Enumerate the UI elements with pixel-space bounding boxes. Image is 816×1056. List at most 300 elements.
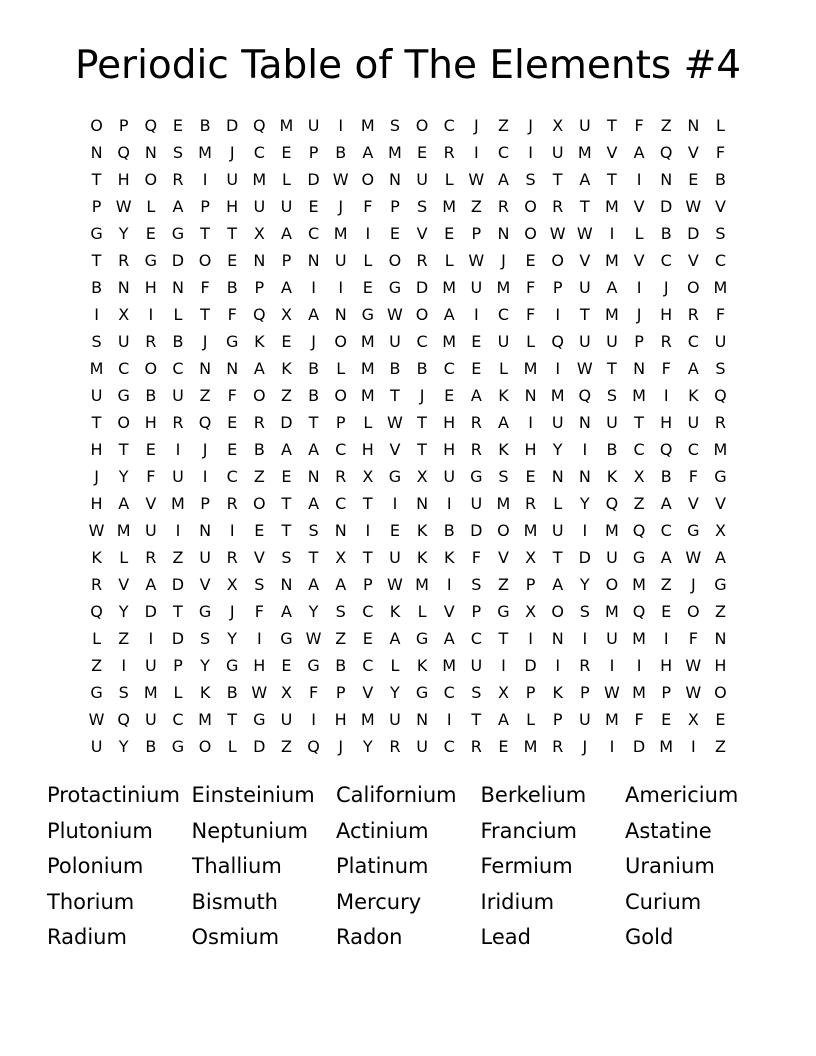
- grid-letter: D: [171, 575, 185, 594]
- grid-letter: E: [471, 332, 482, 351]
- grid-letter: W: [576, 359, 593, 378]
- grid-row: [83, 598, 734, 625]
- grid-letter: N: [687, 116, 700, 135]
- grid-letter: J: [582, 737, 588, 756]
- grid-letter: G: [714, 467, 727, 486]
- grid-letter: I: [175, 440, 181, 459]
- grid-letter: U: [606, 548, 618, 567]
- grid-letter: N: [416, 494, 429, 513]
- grid-row: [83, 652, 734, 679]
- grid-letter: J: [311, 332, 316, 351]
- grid-letter: A: [308, 440, 320, 459]
- grid-letter: R: [253, 413, 265, 432]
- grid-letter: P: [552, 278, 563, 297]
- grid-letter: B: [145, 737, 157, 756]
- grid-letter: Z: [335, 629, 347, 648]
- word-list-item: Protactinium: [47, 783, 180, 807]
- grid-letter: U: [551, 413, 564, 432]
- grid-letter: L: [390, 656, 400, 675]
- grid-letter: N: [90, 143, 103, 162]
- grid-letter: N: [307, 251, 320, 270]
- word-list-row: [47, 920, 777, 956]
- grid-letter: U: [117, 332, 130, 351]
- word-list-item: Polonium: [47, 854, 144, 879]
- grid-letter: J: [473, 116, 479, 135]
- grid-letter: M: [442, 197, 457, 216]
- grid-letter: A: [308, 575, 320, 594]
- grid-letter: D: [253, 737, 266, 756]
- grid-letter: E: [471, 359, 482, 378]
- grid-letter: A: [389, 629, 401, 648]
- grid-letter: E: [362, 278, 373, 297]
- grid-letter: X: [280, 305, 292, 324]
- grid-letter: Z: [660, 116, 672, 135]
- grid-letter: A: [118, 494, 130, 513]
- grid-letter: A: [497, 170, 509, 189]
- grid-letter: M: [360, 359, 375, 378]
- grid-letter: Y: [579, 494, 590, 513]
- grid-letter: D: [171, 251, 185, 270]
- grid-letter: G: [415, 683, 429, 702]
- grid-letter: T: [281, 494, 292, 513]
- grid-letter: C: [172, 710, 184, 729]
- grid-letter: F: [227, 386, 237, 405]
- grid-letter: T: [417, 440, 427, 459]
- grid-letter: E: [281, 467, 292, 486]
- grid-letter: R: [660, 332, 672, 351]
- grid-letter: C: [497, 305, 510, 324]
- grid-letter: G: [225, 656, 239, 675]
- grid-letter: S: [579, 602, 590, 621]
- grid-letter: T: [91, 251, 102, 270]
- grid-letter: I: [365, 521, 371, 540]
- grid-letter: T: [362, 548, 373, 567]
- grid-letter: M: [442, 656, 457, 675]
- grid-letter: E: [498, 737, 509, 756]
- grid-letter: M: [360, 710, 375, 729]
- grid-letter: I: [582, 521, 588, 540]
- grid-letter: U: [606, 413, 618, 432]
- grid-letter: A: [660, 494, 672, 513]
- grid-letter: K: [498, 440, 509, 459]
- grid-letter: T: [200, 305, 210, 324]
- grid-letter: U: [389, 332, 401, 351]
- grid-letter: V: [118, 575, 130, 594]
- grid-letter: E: [145, 440, 156, 459]
- letter-grid: [83, 112, 734, 760]
- grid-letter: U: [416, 170, 428, 189]
- grid-letter: M: [360, 116, 375, 135]
- grid-letter: A: [335, 575, 347, 594]
- grid-letter: S: [389, 116, 401, 135]
- grid-letter: V: [416, 224, 428, 243]
- word-list-item: Berkelium: [480, 783, 587, 807]
- grid-row: [83, 139, 734, 166]
- grid-letter: Z: [118, 629, 130, 648]
- grid-row: [83, 193, 734, 220]
- word-list-item: Mercury: [336, 889, 422, 914]
- grid-letter: S: [498, 467, 509, 486]
- grid-letter: G: [171, 737, 185, 756]
- grid-letter: M: [523, 737, 538, 756]
- grid-letter: B: [714, 170, 726, 189]
- grid-letter: P: [471, 224, 482, 243]
- grid-letter: G: [687, 521, 700, 540]
- grid-letter: S: [118, 683, 129, 702]
- word-list-row: [47, 778, 777, 814]
- grid-letter: V: [497, 548, 509, 567]
- grid-letter: T: [471, 710, 482, 729]
- grid-row: [83, 517, 734, 544]
- grid-letter: N: [416, 710, 429, 729]
- grid-row: [83, 679, 734, 706]
- grid-letter: D: [470, 521, 483, 540]
- grid-letter: T: [118, 440, 129, 459]
- grid-letter: R: [552, 197, 564, 216]
- grid-letter: M: [605, 602, 619, 621]
- grid-letter: T: [579, 197, 590, 216]
- grid-letter: N: [578, 413, 591, 432]
- grid-letter: I: [690, 737, 696, 756]
- grid-letter: L: [281, 170, 291, 189]
- grid-letter: K: [552, 683, 563, 702]
- grid-letter: V: [145, 494, 157, 513]
- grid-letter: U: [470, 494, 483, 513]
- grid-letter: L: [444, 170, 454, 189]
- grid-letter: T: [579, 305, 590, 324]
- grid-letter: M: [279, 116, 294, 135]
- grid-letter: R: [497, 197, 509, 216]
- grid-letter: Q: [659, 143, 673, 162]
- grid-letter: P: [579, 683, 590, 702]
- grid-letter: W: [387, 413, 403, 432]
- grid-letter: C: [307, 224, 320, 243]
- grid-letter: F: [146, 467, 156, 486]
- grid-letter: B: [416, 359, 428, 378]
- grid-letter: U: [416, 737, 428, 756]
- grid-letter: I: [473, 305, 479, 324]
- grid-letter: C: [443, 359, 455, 378]
- grid-letter: H: [524, 440, 537, 459]
- grid-letter: B: [308, 386, 320, 405]
- grid-letter: F: [525, 278, 536, 297]
- grid-letter: J: [338, 737, 344, 756]
- grid-letter: T: [634, 413, 644, 432]
- grid-letter: W: [88, 710, 105, 729]
- grid-letter: M: [632, 386, 646, 405]
- grid-letter: Z: [199, 386, 211, 405]
- grid-letter: M: [415, 575, 429, 594]
- grid-letter: G: [361, 305, 375, 324]
- grid-row: [83, 220, 734, 247]
- grid-letter: Z: [470, 197, 482, 216]
- grid-letter: N: [280, 575, 293, 594]
- grid-letter: E: [661, 602, 672, 621]
- grid-letter: U: [172, 467, 184, 486]
- grid-letter: N: [388, 170, 401, 189]
- word-list-row: [47, 849, 777, 885]
- grid-letter: U: [144, 710, 157, 729]
- grid-letter: J: [94, 467, 99, 486]
- grid-letter: P: [525, 683, 536, 702]
- grid-letter: P: [308, 143, 319, 162]
- grid-letter: B: [606, 440, 618, 459]
- grid-letter: M: [333, 224, 348, 243]
- grid-letter: R: [172, 170, 184, 189]
- word-list-item: Uranium: [625, 854, 715, 879]
- grid-letter: F: [688, 467, 698, 486]
- grid-letter: Y: [362, 737, 373, 756]
- grid-row: [83, 355, 734, 382]
- grid-letter: X: [280, 683, 292, 702]
- grid-letter: V: [199, 575, 211, 594]
- grid-letter: G: [90, 224, 103, 243]
- grid-letter: M: [577, 143, 592, 162]
- grid-letter: W: [685, 548, 702, 567]
- grid-letter: L: [363, 413, 373, 432]
- grid-letter: I: [446, 494, 452, 513]
- grid-letter: U: [578, 278, 591, 297]
- grid-letter: S: [471, 683, 482, 702]
- grid-letter: N: [578, 467, 591, 486]
- word-list-item: Bismuth: [191, 889, 278, 914]
- grid-letter: L: [119, 548, 129, 567]
- grid-letter: U: [389, 548, 401, 567]
- grid-letter: I: [501, 656, 506, 675]
- grid-letter: I: [582, 629, 588, 648]
- grid-letter: C: [497, 143, 510, 162]
- grid-letter: Y: [118, 467, 129, 486]
- grid-letter: U: [307, 116, 320, 135]
- grid-letter: V: [687, 494, 699, 513]
- grid-letter: P: [525, 575, 536, 594]
- grid-letter: L: [173, 305, 183, 324]
- grid-letter: Z: [714, 602, 726, 621]
- grid-letter: I: [202, 170, 208, 189]
- grid-letter: T: [417, 413, 427, 432]
- grid-letter: R: [118, 251, 130, 270]
- grid-letter: I: [256, 629, 262, 648]
- grid-letter: S: [254, 575, 265, 594]
- grid-letter: M: [198, 710, 212, 729]
- grid-letter: F: [715, 143, 726, 162]
- grid-letter: M: [442, 332, 457, 351]
- grid-letter: U: [714, 332, 727, 351]
- grid-letter: J: [229, 143, 235, 162]
- grid-letter: W: [305, 629, 322, 648]
- grid-letter: Y: [579, 575, 590, 594]
- grid-letter: A: [552, 575, 564, 594]
- grid-letter: N: [226, 359, 239, 378]
- grid-letter: M: [116, 521, 131, 540]
- grid-letter: R: [552, 737, 564, 756]
- grid-letter: G: [253, 710, 266, 729]
- grid-letter: S: [308, 521, 319, 540]
- grid-letter: G: [117, 386, 130, 405]
- grid-letter: Y: [552, 440, 563, 459]
- grid-letter: U: [280, 197, 293, 216]
- grid-letter: K: [416, 656, 428, 675]
- grid-letter: V: [714, 494, 726, 513]
- grid-letter: M: [659, 737, 674, 756]
- grid-letter: M: [198, 143, 212, 162]
- grid-letter: G: [632, 548, 646, 567]
- grid-letter: A: [280, 278, 292, 297]
- grid-letter: X: [525, 548, 537, 567]
- grid-letter: Q: [632, 521, 646, 540]
- grid-letter: I: [392, 494, 398, 513]
- grid-letter: R: [470, 440, 482, 459]
- grid-letter: I: [528, 143, 533, 162]
- grid-letter: S: [525, 170, 536, 189]
- grid-letter: W: [604, 683, 620, 702]
- grid-letter: M: [143, 683, 158, 702]
- grid-letter: I: [148, 305, 154, 324]
- grid-letter: O: [144, 170, 158, 189]
- word-list-item: Gold: [625, 925, 674, 950]
- grid-letter: T: [200, 224, 210, 243]
- grid-letter: H: [226, 197, 239, 216]
- grid-letter: C: [226, 467, 238, 486]
- grid-letter: I: [175, 521, 181, 540]
- grid-letter: G: [90, 683, 103, 702]
- grid-letter: N: [307, 467, 320, 486]
- grid-letter: L: [634, 224, 644, 243]
- grid-letter: M: [442, 278, 457, 297]
- grid-letter: O: [415, 116, 429, 135]
- grid-letter: R: [470, 737, 482, 756]
- grid-letter: H: [334, 710, 347, 729]
- grid-letter: M: [496, 278, 511, 297]
- grid-letter: O: [497, 521, 510, 540]
- grid-letter: I: [365, 224, 371, 243]
- word-list-item: Californium: [336, 783, 457, 807]
- grid-letter: N: [199, 521, 212, 540]
- grid-letter: Q: [117, 710, 130, 729]
- grid-letter: C: [660, 521, 672, 540]
- grid-letter: J: [663, 278, 669, 297]
- grid-letter: Y: [118, 602, 129, 621]
- grid-letter: D: [524, 656, 537, 675]
- grid-letter: Q: [659, 440, 673, 459]
- grid-letter: I: [311, 710, 316, 729]
- grid-letter: J: [419, 386, 425, 405]
- grid-letter: I: [555, 656, 561, 675]
- grid-letter: V: [633, 251, 645, 270]
- grid-letter: J: [202, 332, 208, 351]
- grid-letter: H: [144, 413, 157, 432]
- grid-letter: R: [226, 494, 238, 513]
- grid-letter: F: [634, 710, 644, 729]
- grid-letter: J: [202, 440, 208, 459]
- grid-letter: K: [416, 521, 428, 540]
- grid-letter: K: [498, 386, 509, 405]
- grid-letter: D: [144, 602, 157, 621]
- grid-letter: I: [121, 656, 127, 675]
- grid-letter: U: [280, 710, 293, 729]
- grid-letter: O: [90, 116, 103, 135]
- grid-letter: A: [470, 386, 482, 405]
- grid-letter: K: [688, 386, 699, 405]
- grid-letter: U: [172, 386, 184, 405]
- grid-letter: Z: [633, 494, 645, 513]
- grid-letter: J: [636, 305, 642, 324]
- grid-letter: L: [92, 629, 102, 648]
- grid-letter: D: [171, 629, 185, 648]
- grid-letter: E: [362, 629, 373, 648]
- grid-letter: D: [632, 737, 646, 756]
- grid-letter: B: [199, 116, 211, 135]
- grid-letter: Z: [253, 467, 265, 486]
- grid-letter: A: [579, 170, 591, 189]
- grid-row: [83, 166, 734, 193]
- grid-letter: A: [497, 413, 509, 432]
- grid-letter: I: [555, 305, 561, 324]
- grid-letter: J: [501, 251, 506, 270]
- grid-letter: U: [90, 386, 103, 405]
- grid-letter: A: [443, 629, 455, 648]
- grid-letter: A: [172, 197, 184, 216]
- grid-letter: M: [632, 683, 646, 702]
- grid-letter: P: [661, 683, 672, 702]
- grid-letter: I: [609, 224, 615, 243]
- grid-letter: O: [334, 386, 347, 405]
- grid-letter: Q: [253, 305, 266, 324]
- grid-letter: M: [523, 521, 538, 540]
- grid-letter: M: [171, 494, 185, 513]
- grid-row: [83, 544, 734, 571]
- grid-letter: V: [362, 683, 374, 702]
- grid-letter: I: [446, 575, 452, 594]
- grid-letter: M: [523, 359, 538, 378]
- grid-letter: M: [713, 440, 728, 459]
- grid-letter: N: [334, 305, 347, 324]
- grid-letter: L: [227, 737, 237, 756]
- grid-letter: M: [632, 629, 646, 648]
- grid-letter: A: [145, 575, 157, 594]
- word-list-item: Actinium: [336, 818, 429, 843]
- grid-letter: M: [89, 359, 104, 378]
- grid-letter: A: [253, 359, 265, 378]
- grid-letter: H: [660, 656, 673, 675]
- grid-letter: M: [605, 251, 619, 270]
- grid-letter: O: [551, 602, 564, 621]
- grid-letter: N: [497, 224, 510, 243]
- word-list-item: Radium: [47, 925, 127, 950]
- grid-letter: M: [605, 521, 619, 540]
- grid-letter: R: [172, 413, 184, 432]
- grid-letter: F: [525, 305, 536, 324]
- grid-letter: A: [443, 305, 455, 324]
- grid-letter: C: [443, 116, 455, 135]
- grid-letter: F: [661, 359, 671, 378]
- grid-letter: D: [687, 224, 700, 243]
- grid-row: [83, 625, 734, 652]
- grid-letter: I: [528, 413, 533, 432]
- grid-letter: R: [145, 332, 157, 351]
- grid-letter: C: [335, 494, 347, 513]
- grid-letter: L: [526, 332, 536, 351]
- grid-letter: R: [579, 656, 591, 675]
- word-list: [47, 778, 777, 956]
- word-list-item: Francium: [480, 818, 578, 843]
- word-list-item: Fermium: [480, 854, 573, 879]
- grid-letter: L: [173, 683, 183, 702]
- grid-letter: M: [360, 332, 375, 351]
- grid-letter: O: [687, 278, 700, 297]
- grid-letter: Q: [198, 413, 212, 432]
- grid-letter: U: [334, 251, 347, 270]
